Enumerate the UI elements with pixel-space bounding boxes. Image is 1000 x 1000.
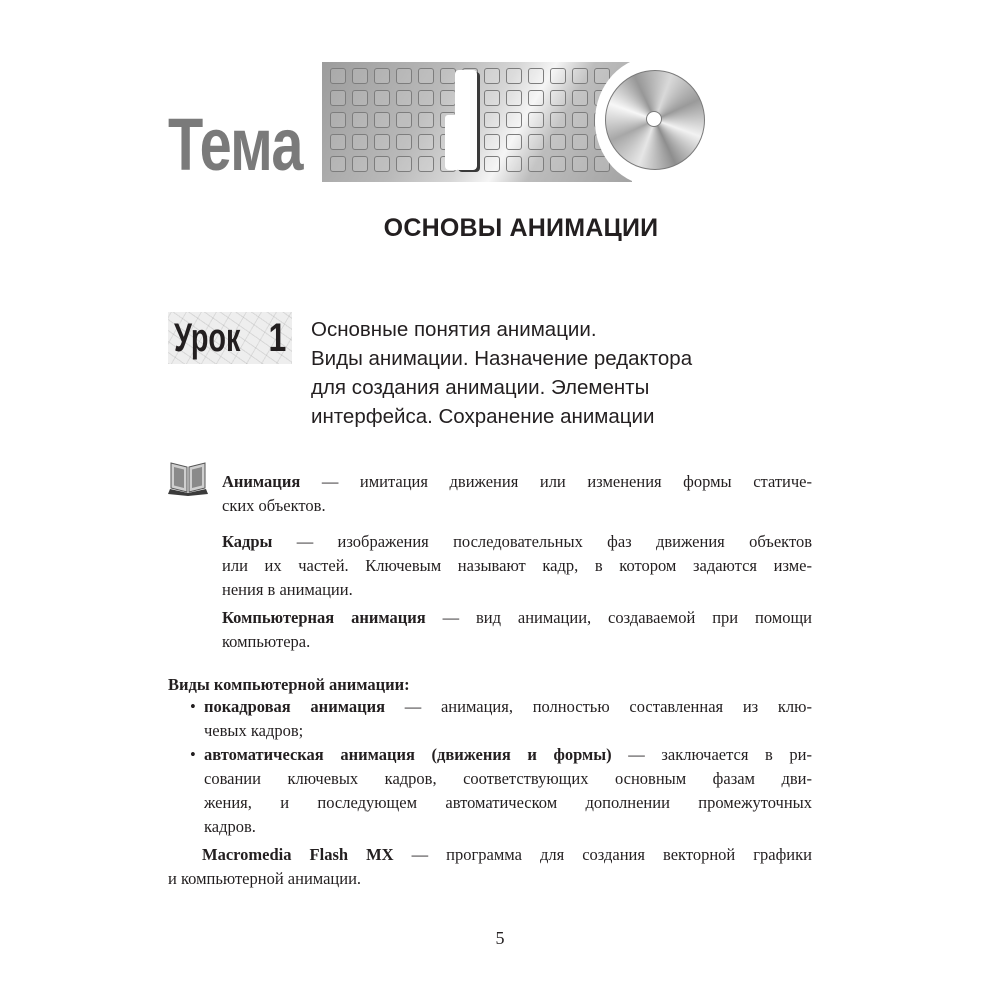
theme-label: Тема [168,103,303,186]
lesson-title-line: интерфейса. Сохранение анимации [311,405,655,428]
list-item: • покадровая анимация — анимация, полностью составленная из клю- чевых кадров; [190,697,812,740]
cd-disc-icon [605,70,705,170]
theme-number-glyph [455,70,477,170]
flash-paragraph: Macromedia Flash MX — программа для создания векторной графики и компьютерной анимации. [168,845,812,888]
bullet: • [190,745,196,764]
definition-frames: Кадры — изображения последовательных фаз движения объектов или их частей. Ключевым называют кадр, в котором задаются изме- нения в анимации. [222,532,812,599]
definition-computer-animation: Компьютерная анимация — вид анимации, создаваемой при помощи компьютера. [222,608,812,651]
lesson-title-line: Виды анимации. Назначение редактора [311,347,693,370]
list-term: автоматическая анимация (движения и формы) [204,745,612,764]
definition-term: Компьютерная анимация [222,608,426,627]
animation-types-list [188,695,812,839]
definition-term: Кадры [222,532,273,551]
definition-animation: Анимация — имитация движения или изменения формы статиче- ских объектов. [222,472,812,515]
bullet: • [190,697,196,716]
theme-banner [322,62,632,182]
section-title: ОСНОВЫ АНИМАЦИИ [383,214,659,242]
open-book-icon [166,459,210,497]
disc-hole [646,111,662,127]
flash-term: Macromedia Flash MX [202,845,394,864]
lesson-label: Урок [174,316,241,360]
lesson-title-line: Основные понятия анимации. [311,318,597,341]
definition-term: Анимация [222,472,301,491]
types-heading: Виды компьютерной анимации: [168,675,410,694]
lesson-title-line: для создания анимации. Элементы [311,376,650,399]
page-number: 5 [495,928,505,948]
list-item: • автоматическая анимация (движения и формы) — заключается в ри- совании ключевых кадров, соответствующих основным фазам дви- жения, и последующем автоматическом дополнении промежуточных кадров. [190,745,812,836]
list-term: покадровая анимация [204,697,386,716]
lesson-number: 1 [268,316,286,360]
lesson-badge [168,312,292,364]
lesson-title [311,315,781,431]
